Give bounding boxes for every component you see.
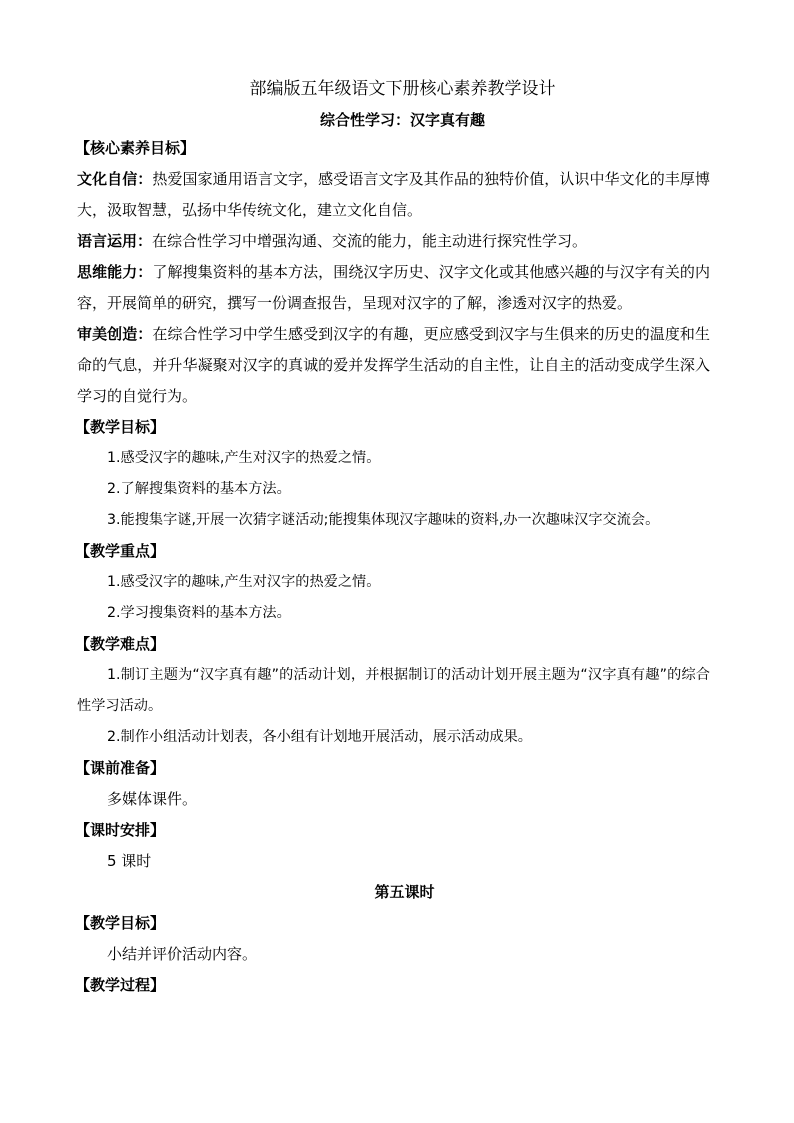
teaching-goal-item: 2.了解搜集资料的基本方法。 — [107, 481, 291, 497]
core-goal-paragraph — [77, 164, 710, 226]
core-goal-label: 思维能力： — [77, 263, 153, 281]
core-goal-text: 在综合性学习中增强沟通、交流的能力，能主动进行探究性学习。 — [152, 232, 588, 250]
lesson-heading: 第五课时 — [374, 883, 435, 901]
schedule-heading: 【课时安排】 — [75, 821, 166, 839]
difficulties-heading: 【教学难点】 — [75, 635, 166, 653]
core-goals-heading: 【核心素养目标】 — [75, 139, 196, 157]
core-goal-paragraph — [77, 257, 710, 319]
preparation-heading: 【课前准备】 — [75, 759, 166, 777]
teaching-goal-item: 1.感受汉字的趣味,产生对汉字的热爱之情。 — [107, 450, 381, 466]
core-goal-paragraph — [77, 226, 710, 257]
lesson-goals-text: 小结并评价活动内容。 — [107, 945, 258, 963]
difficulty-item: 1.制订主题为“汉字真有趣”的活动计划，并根据制订的活动计划开展主题为“汉字真有趣”的综合性学习活动。 — [77, 667, 710, 714]
lesson-goals-heading: 【教学目标】 — [75, 914, 166, 932]
key-points-heading: 【教学重点】 — [75, 542, 166, 560]
process-heading: 【教学过程】 — [75, 976, 166, 994]
document-subtitle: 综合性学习：汉字真有趣 — [319, 111, 485, 129]
core-goal-paragraph — [77, 319, 710, 412]
teaching-goals-heading: 【教学目标】 — [75, 418, 166, 436]
core-goal-label: 语言运用： — [77, 232, 153, 250]
teaching-goal-item: 3.能搜集字谜,开展一次猜字谜活动;能搜集体现汉字趣味的资料,办一次趣味汉字交流会。 — [107, 512, 660, 528]
schedule-text: 5 课时 — [107, 852, 152, 870]
core-goal-text: 在综合性学习中学生感受到汉字的有趣，更应感受到汉字与生俱来的历史的温度和生命的气息，并升华凝聚对汉字的真诚的爱并发挥学生活动的自主性，让自主的活动变成学生深入学习的自觉行为。 — [77, 325, 710, 405]
core-goal-label: 文化自信： — [77, 170, 153, 188]
key-point-item: 1.感受汉字的趣味,产生对汉字的热爱之情。 — [107, 574, 381, 590]
difficulty-item: 2.制作小组活动计划表，各小组有计划地开展活动，展示活动成果。 — [107, 729, 532, 745]
core-goal-label: 审美创造： — [77, 325, 153, 343]
key-point-item: 2.学习搜集资料的基本方法。 — [107, 605, 291, 621]
core-goal-text: 热爱国家通用语言文字，感受语言文字及其作品的独特价值，认识中华文化的丰厚博大，汲取智慧，弘扬中华传统文化，建立文化自信。 — [77, 170, 710, 219]
preparation-text: 多媒体课件。 — [107, 790, 198, 808]
core-goal-text: 了解搜集资料的基本方法，围绕汉字历史、汉字文化或其他感兴趣的与汉字有关的内容，开展简单的研究，撰写一份调查报告，呈现对汉字的了解，渗透对汉字的热爱。 — [77, 263, 710, 312]
document-title: 部编版五年级语文下册核心素养教学设计 — [249, 79, 556, 99]
